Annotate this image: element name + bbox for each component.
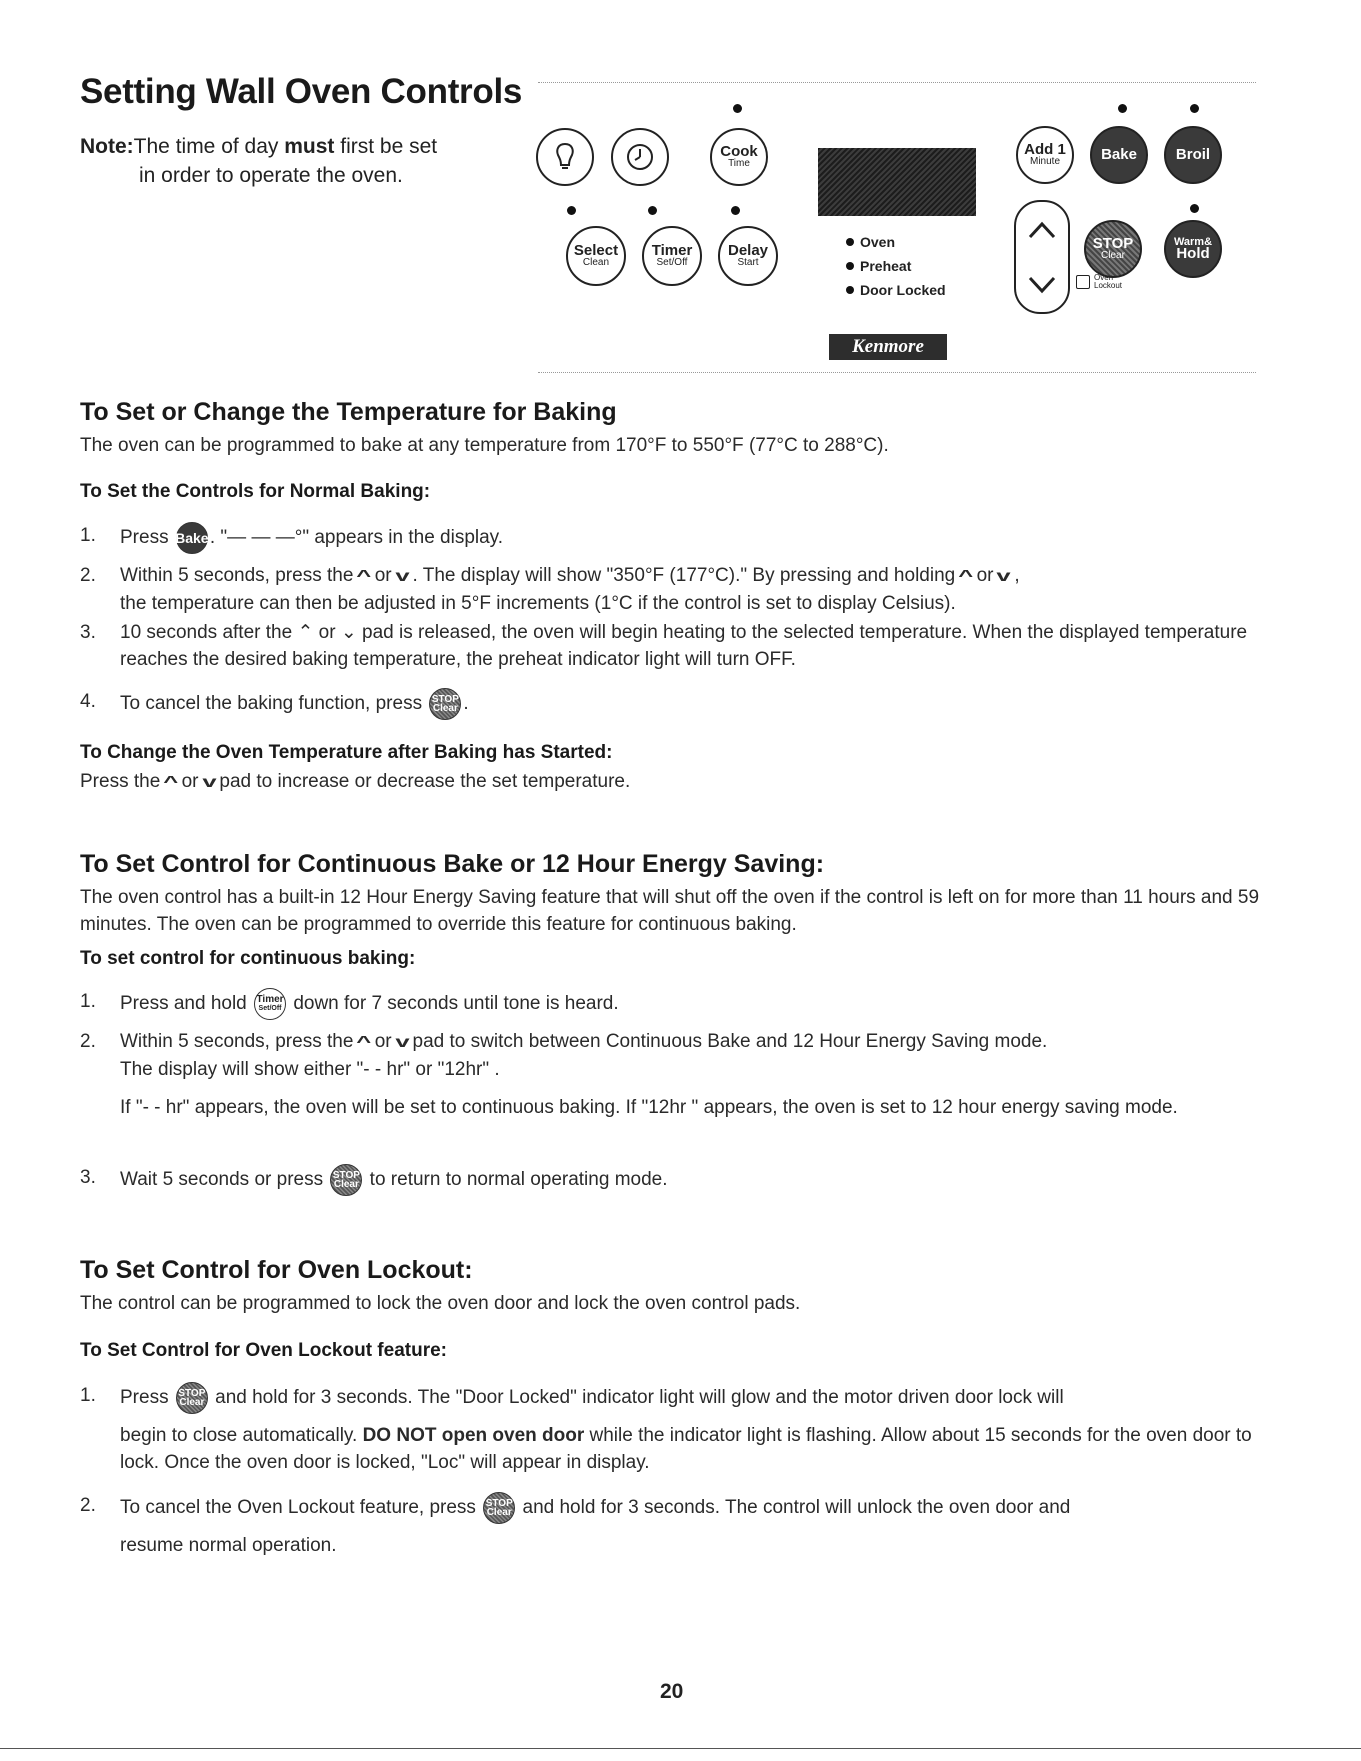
- item-text: 10 seconds after the ⌃ or ⌄ pad is released, the oven will begin heating to the selected temperature. When the displayed temperature reaches the desired baking temperature, the preheat indicator light will turn OFF.: [120, 622, 1248, 670]
- section-intro: The oven control has a built-in 12 Hour Energy Saving feature that will shut off the oven if the control is left on for more than 11 hours and 59 minutes. The oven can be programmed to override this feature for continuous baking.: [80, 887, 1260, 935]
- lock-icon: [1076, 275, 1090, 289]
- pad-sublabel: Time: [728, 158, 750, 169]
- item-text: or: [374, 1031, 392, 1052]
- item-text: the temperature can then be adjusted in 5°F increments (1°C if the control is set to display Celsius).: [120, 593, 956, 614]
- subheading-lockout-feature: To Set Control for Oven Lockout feature:: [80, 1340, 447, 1361]
- item-text: . The display will show "350°F (177°C)." By pressing and holding: [412, 565, 956, 586]
- pad-label: Warm&: [1173, 236, 1213, 248]
- item-text: resume normal operation.: [120, 1535, 337, 1556]
- chevron-down-icon: [1027, 275, 1057, 295]
- pad-sublabel: Clean: [582, 257, 610, 268]
- list-number: 1.: [80, 991, 96, 1012]
- icon-label: Clear: [432, 703, 458, 714]
- up-arrow-pad: [1016, 202, 1068, 257]
- indicator-led: [567, 206, 576, 215]
- pad-label: STOP: [1092, 235, 1134, 252]
- pad-sublabel: Start: [737, 257, 759, 268]
- pad-label: Cook: [720, 143, 758, 160]
- oven-light-pad: [536, 128, 594, 186]
- oven-display: [818, 148, 976, 216]
- subheading-continuous-baking: To set control for continuous baking:: [80, 948, 416, 969]
- pad-label: Broil: [1175, 146, 1211, 163]
- kenmore-logo: Kenmore: [829, 334, 947, 360]
- down-arrow-icon: v: [201, 774, 217, 791]
- pad-sublabel: Hold: [1176, 245, 1210, 262]
- preheat-indicator: Preheat: [846, 258, 911, 274]
- item-text: If "- - hr" appears, the oven will be set to continuous baking. If "12hr " appears, the oven is set to 12 hour energy saving mode.: [120, 1097, 1178, 1118]
- section-heading-continuous-bake: To Set Control for Continuous Bake or 12 Hour Energy Saving:: [80, 850, 825, 878]
- pad-sublabel: Set/Off: [656, 257, 688, 268]
- icon-label: Set/Off: [258, 1005, 282, 1012]
- bake-pad: [1090, 126, 1148, 184]
- item-text: Press and hold: [120, 993, 247, 1015]
- icon-label: Timer: [256, 994, 284, 1005]
- section-intro: The control can be programmed to lock the oven door and lock the oven control pads.: [80, 1293, 801, 1314]
- up-arrow-icon: ^: [356, 568, 372, 585]
- note-emphasis: must: [284, 135, 335, 158]
- section-heading-oven-lockout: To Set Control for Oven Lockout:: [80, 1256, 473, 1284]
- pad-sublabel: Minute: [1029, 156, 1060, 167]
- lockout-text: Oven: [1094, 273, 1114, 282]
- list-item: [80, 522, 1260, 554]
- item-text: To cancel the baking function, press: [120, 693, 423, 715]
- item-text: Press the: [80, 771, 161, 792]
- indicator-led: [733, 104, 742, 113]
- timer-pad-icon: [254, 988, 286, 1020]
- note-text: The time of day: [133, 135, 285, 158]
- page-number: 20: [660, 1680, 684, 1703]
- top-divider: [538, 82, 1256, 83]
- down-arrow-icon: v: [394, 1034, 410, 1051]
- stop-clear-pad-icon: [176, 1382, 208, 1414]
- stop-clear-pad-icon: [483, 1492, 515, 1524]
- cook-time-pad: [710, 128, 768, 186]
- timer-set-off-pad: [642, 226, 702, 286]
- item-text: or: [374, 565, 392, 586]
- list-number: 1.: [80, 525, 96, 546]
- item-text: or: [976, 565, 994, 586]
- door-locked-indicator: Door Locked: [846, 282, 946, 298]
- list-number: 2.: [80, 1031, 96, 1052]
- bake-pad-icon: [176, 522, 208, 554]
- item-text: begin to close automatically.: [120, 1425, 363, 1446]
- oven-indicator: Oven: [846, 234, 895, 250]
- indicator-led: [648, 206, 657, 215]
- list-number: 2.: [80, 1495, 96, 1516]
- warm-hold-pad: [1164, 220, 1222, 278]
- down-arrow-pad: [1016, 257, 1068, 312]
- subheading-normal-baking: To Set the Controls for Normal Baking:: [80, 481, 431, 502]
- broil-pad: [1164, 126, 1222, 184]
- indicator-led: [1190, 204, 1199, 213]
- note-label: Note:: [80, 135, 134, 158]
- down-arrow-icon: v: [394, 568, 410, 585]
- icon-label: STOP: [431, 694, 459, 705]
- item-text: Within 5 seconds, press the: [120, 1031, 354, 1052]
- item-text: to return to normal operating mode.: [369, 1169, 668, 1191]
- change-temperature-text: [80, 768, 1260, 796]
- item-text: pad to switch between Continuous Bake and 12 Hour Energy Saving mode.: [412, 1031, 1048, 1052]
- footer-rule: [0, 1748, 1361, 1749]
- stop-clear-pad-icon: [429, 688, 461, 720]
- select-clean-pad: [566, 226, 626, 286]
- clock-icon: [625, 142, 655, 172]
- item-text: . "— — —°" appears in the display.: [209, 527, 504, 549]
- icon-label: STOP: [178, 1388, 206, 1399]
- chevron-up-icon: [1027, 220, 1057, 240]
- clock-pad: [611, 128, 669, 186]
- item-text: Wait 5 seconds or press: [120, 1169, 324, 1191]
- item-text: while the indicator light is flashing. Allow about 15 seconds for the oven door to lock. Once the oven door is locked, "Loc" will appear in display.: [120, 1425, 1252, 1473]
- temperature-arrow-pads: [1014, 200, 1070, 314]
- stop-clear-pad: [1084, 220, 1142, 278]
- list-number: 3.: [80, 1167, 96, 1188]
- section-intro: The oven can be programmed to bake at any temperature from 170°F to 550°F (77°C to 288°C).: [80, 435, 889, 456]
- section-heading-baking: To Set or Change the Temperature for Baking: [80, 398, 617, 426]
- item-emphasis: DO NOT open oven door: [362, 1425, 585, 1446]
- delay-start-pad: [718, 226, 778, 286]
- item-text: To cancel the Oven Lockout feature, press: [120, 1497, 476, 1519]
- icon-label: Clear: [486, 1507, 512, 1518]
- item-text: The display will show either "- - hr" or "12hr" .: [120, 1059, 500, 1080]
- list-number: 1.: [80, 1385, 96, 1406]
- item-text: Within 5 seconds, press the: [120, 565, 354, 586]
- pad-label: Timer: [651, 242, 693, 259]
- list-number: 4.: [80, 691, 96, 712]
- item-text: down for 7 seconds until tone is heard.: [293, 993, 619, 1015]
- pad-label: Add 1: [1024, 141, 1066, 158]
- pad-label: Bake: [1101, 146, 1137, 163]
- item-text: and hold for 3 seconds. The control will unlock the oven door and: [522, 1497, 1071, 1519]
- light-bulb-icon: [554, 142, 576, 172]
- up-arrow-icon: ^: [958, 568, 974, 585]
- item-text: and hold for 3 seconds. The "Door Locked" indicator light will glow and the motor driven door lock will: [215, 1387, 1064, 1409]
- item-text: or: [181, 771, 199, 792]
- item-text: pad to increase or decrease the set temperature.: [219, 771, 631, 792]
- item-text: Press: [120, 1387, 169, 1409]
- note: [80, 132, 500, 190]
- list-number: 3.: [80, 622, 96, 643]
- indicator-led: [731, 206, 740, 215]
- list-number: 2.: [80, 565, 96, 586]
- icon-label: STOP: [332, 1170, 360, 1181]
- panel-divider: [538, 372, 1256, 373]
- icon-label: Clear: [179, 1397, 205, 1408]
- down-arrow-icon: v: [996, 568, 1012, 585]
- indicator-led: [1190, 104, 1199, 113]
- pad-sublabel: Clear: [1101, 250, 1125, 261]
- oven-lockout-label: [1076, 274, 1122, 290]
- pad-label: Delay: [727, 242, 769, 259]
- add-1-minute-pad: [1016, 126, 1074, 184]
- lockout-text: Lockout: [1094, 281, 1123, 290]
- icon-label: Clear: [333, 1179, 359, 1190]
- indicator-led: [1118, 104, 1127, 113]
- icon-label: Bake: [175, 529, 209, 546]
- icon-label: STOP: [485, 1498, 513, 1509]
- page-title: Setting Wall Oven Controls: [80, 72, 523, 111]
- note-text-continued: in order to operate the oven.: [139, 164, 403, 187]
- up-arrow-icon: ^: [163, 774, 179, 791]
- subheading-change-temperature: To Change the Oven Temperature after Baking has Started:: [80, 742, 613, 763]
- stop-clear-pad-icon: [330, 1164, 362, 1196]
- pad-label: Select: [573, 242, 619, 259]
- item-text: Press: [120, 527, 169, 549]
- note-text: first be set: [334, 135, 438, 158]
- up-arrow-icon: ^: [356, 1034, 372, 1051]
